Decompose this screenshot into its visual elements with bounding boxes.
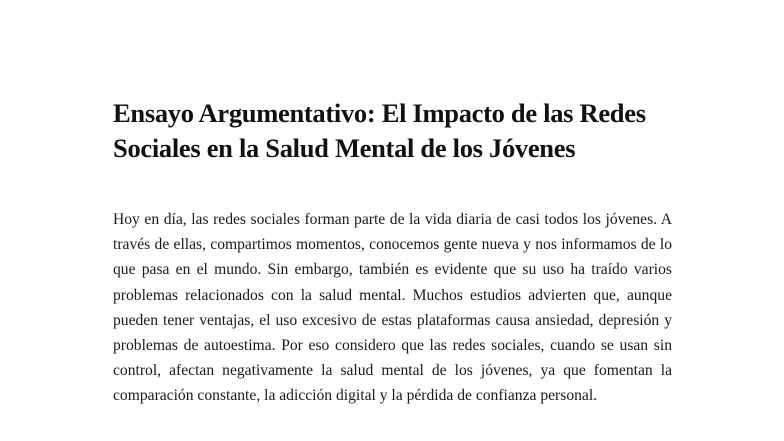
essay-paragraph: Hoy en día, las redes sociales forman parte de la vida diaria de casi todos los jóvenes. A través de ellas, compartimos momentos, conocemos gente nueva y nos informamos de lo que pasa en el mundo. Sin embargo, también es evidente que su uso ha traído varios problemas relacionados con la salud mental. Muchos estudios advierten que, aunque pueden tener ventajas, el uso excesivo de estas plataformas causa ansiedad, depresión y problemas de autoestima. Por eso considero que las redes sociales, cuando se usan sin control, afectan negativamente la salud mental de los jóvenes, ya que fomentan la comparación constante, la adicción digital y la pérdida de confianza personal.: [113, 211, 672, 405]
essay-title: Ensayo Argumentativo: El Impacto de las Redes Sociales en la Salud Mental de los Jóvenes: [113, 98, 646, 163]
essay-body: [113, 96, 672, 409]
